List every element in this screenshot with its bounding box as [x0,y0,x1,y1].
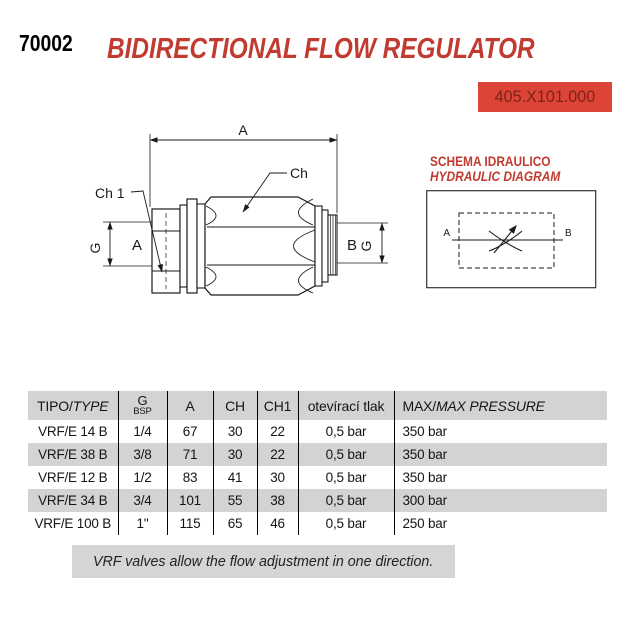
catalog-number: 70002 [19,30,73,56]
product-code: 405.X101.000 [494,87,596,106]
hydraulic-diagram [426,190,598,290]
col-header-type: TIPO/TYPE [37,397,109,414]
cell-type: VRF/E 100 B [34,516,112,531]
table-row [28,466,607,489]
page-title: BIDIRECTIONAL FLOW REGULATOR [107,33,535,65]
cell-ch1: 46 [257,512,298,535]
diagram-port-a: A [443,228,450,239]
product-code-badge [478,82,612,112]
label-ch: Ch [290,165,308,181]
cell-max-pressure: 350 bar [394,443,607,466]
cell-a: 83 [167,466,213,489]
cell-type: VRF/E 34 B [38,493,108,508]
table-header-row [28,391,607,420]
col-header-max-pressure: MAX/MAX PRESSURE [394,391,607,420]
diagram-port-b: B [565,228,572,239]
table-row [28,512,607,535]
ring-right-1 [315,206,322,286]
dim-label-g-right: G [358,240,374,252]
port-label-a: A [131,237,143,254]
cell-max-pressure: 350 bar [394,466,607,489]
cell-ch1: 22 [257,420,298,443]
dim-label-a: A [238,122,248,138]
cell-type: VRF/E 38 B [38,447,108,462]
cell-type: VRF/E 12 B [38,470,108,485]
col-header-ch1: CH1 [257,391,298,420]
label-ch1: Ch 1 [95,185,125,201]
hydraulic-diagram-title-en: HYDRAULIC DIAGRAM [430,168,561,184]
technical-drawing [80,120,425,315]
port-label-b: B [346,237,358,254]
cell-ch: 41 [213,466,257,489]
cell-opening-pressure: 0,5 bar [298,489,394,512]
cell-max-pressure: 300 bar [394,489,607,512]
table-row [28,420,607,443]
cell-g: 3/8 [118,443,167,466]
cell-g: 1/2 [118,466,167,489]
cell-ch1: 38 [257,489,298,512]
cell-ch: 55 [213,489,257,512]
washer [180,205,187,287]
cell-max-pressure: 250 bar [394,512,607,535]
cell-opening-pressure: 0,5 bar [298,466,394,489]
cell-max-pressure: 350 bar [394,420,607,443]
note-text: VRF valves allow the flow adjustment in one direction. [93,553,434,570]
ring-right-2 [322,210,328,282]
cell-opening-pressure: 0,5 bar [298,443,394,466]
col-header-opening-pressure: otevírací tlak [298,391,394,420]
cell-opening-pressure: 0,5 bar [298,512,394,535]
cell-g: 3/4 [118,489,167,512]
cell-ch: 30 [213,420,257,443]
col-header-ch: CH [213,391,257,420]
cell-a: 67 [167,420,213,443]
cell-a: 115 [167,512,213,535]
dim-label-g-left: G [87,242,103,254]
cell-ch1: 22 [257,443,298,466]
spec-table [28,391,607,535]
cell-a: 101 [167,489,213,512]
cell-ch1: 30 [257,466,298,489]
table-row [28,489,607,512]
note-bar [72,545,455,578]
ring-left [197,204,205,288]
cell-type: VRF/E 14 B [38,424,108,439]
col-header-a: A [167,391,213,420]
flange [187,199,197,293]
col-header-g-bsp: G BSP [118,391,167,420]
hydraulic-diagram-title-it: SCHEMA IDRAULICO [430,153,551,169]
cell-g: 1/4 [118,420,167,443]
cell-a: 71 [167,443,213,466]
cell-g: 1" [118,512,167,535]
table-row [28,443,607,466]
cell-opening-pressure: 0,5 bar [298,420,394,443]
cell-ch: 65 [213,512,257,535]
cell-ch: 30 [213,443,257,466]
